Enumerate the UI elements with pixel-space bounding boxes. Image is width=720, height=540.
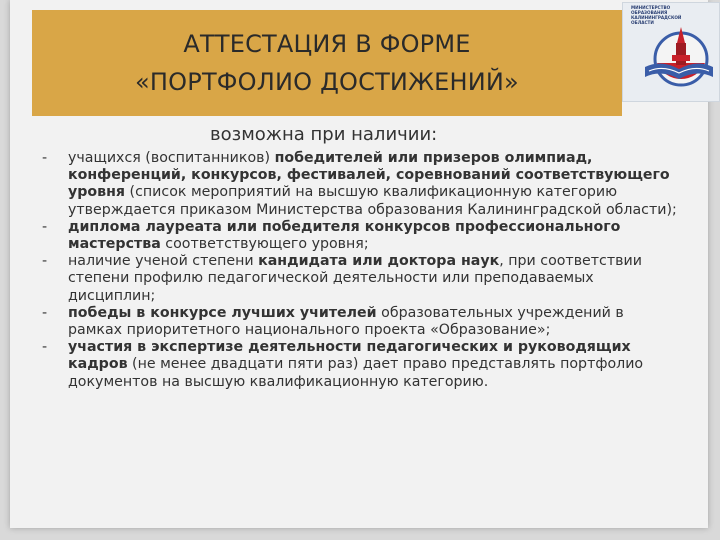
bullet-dash: - (42, 304, 48, 321)
body-text: наличие ученой степени (68, 253, 259, 270)
list-item (42, 219, 682, 253)
list-item (42, 305, 682, 339)
bullet-dash: - (42, 253, 48, 270)
bold-text: кандидата или доктора наук (258, 253, 500, 270)
requirements-list (42, 150, 682, 391)
slide (10, 0, 708, 528)
list-item (42, 253, 682, 305)
bold-text: участия в экспертизе деятельности педагогических и руководящих кадров (68, 339, 631, 373)
body-text: соответствующего уровня; (160, 236, 369, 253)
bullet-dash: - (42, 339, 48, 356)
body-text: (список мероприятий на высшую квалификационную категорию утверждается приказом Министерства образования Калининградской области); (68, 184, 677, 218)
bold-text: победителей или призеров олимпиад, конференций, конкурсов, фестивалей, соревнований соответствующего уровня (68, 150, 670, 201)
logo-text: МИНИСТЕРСТВО ОБРАЗОВАНИЯ КАЛИНИНГРАДСКОЙ ОБЛАСТИ (631, 5, 682, 25)
bold-text: диплома лауреата или победителя конкурсов профессионального мастерства (68, 218, 621, 253)
title-box (32, 10, 622, 116)
body-text: учащихся (воспитанников) (68, 150, 275, 166)
body-text: (не менее двадцати пяти раз) дает право представлять портфолио документов на высшую квалификационную категорию. (68, 356, 644, 390)
bullet-dash: - (42, 150, 48, 166)
list-item (42, 150, 682, 219)
body-text: образовательных учреждений в рамках приоритетного национального проекта «Образование»; (68, 304, 624, 339)
subtitle: возможна при наличии: (210, 124, 438, 145)
bold-text: победы в конкурсе лучших учителей (68, 304, 377, 321)
ministry-logo (622, 2, 720, 102)
body-text: , при соответствии степени профилю педагогической деятельности или преподаваемых дисциплин; (68, 253, 642, 304)
list-item (42, 339, 682, 391)
title-line-1: АТТЕСТАЦИЯ В ФОРМЕ (183, 30, 471, 58)
bullet-dash: - (42, 218, 48, 235)
title-line-2: «ПОРТФОЛИО ДОСТИЖЕНИЙ» (135, 68, 519, 96)
